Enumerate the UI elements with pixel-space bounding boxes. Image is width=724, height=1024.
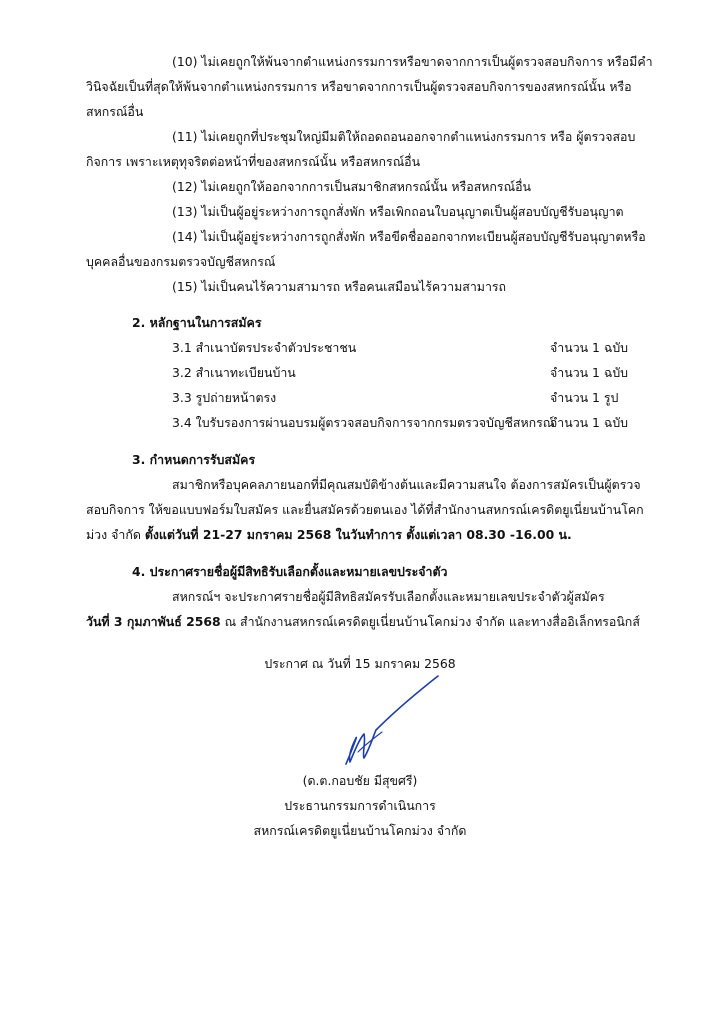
section-3-heading: 3. กำหนดการรับสมัคร	[132, 452, 256, 467]
evidence-item-amount: จำนวน 1 รูป	[550, 390, 619, 405]
section-3-line-3-text: ม่วง จำกัด	[86, 527, 145, 542]
announcement-date-line: ประกาศ ณ วันที่ 15 มกราคม 2568	[264, 656, 456, 671]
evidence-item-label: 3.2 สำเนาทะเบียนบ้าน	[172, 365, 296, 380]
evidence-item-label: 3.4 ใบรับรองการผ่านอบรมผู้ตรวจสอบกิจการจากกรมตรวจบัญชีสหกรณ์	[172, 415, 555, 430]
handwritten-signature	[330, 672, 450, 772]
signatory-name: (ด.ต.กอบชัย มีสุขศรี)	[302, 773, 418, 788]
section-2-heading: 2. หลักฐานในการสมัคร	[132, 315, 262, 330]
qualification-13: (13) ไม่เป็นผู้อยู่ระหว่างการถูกสั่งพัก หรือเพิกถอนใบอนุญาตเป็นผู้สอบบัญชีรับอนุญาต	[172, 204, 624, 219]
qualification-14-line-2: บุคคลอื่นของกรมตรวจบัญชีสหกรณ์	[86, 254, 276, 269]
evidence-item-amount: จำนวน 1 ฉบับ	[550, 365, 629, 380]
qualification-10-line-2: วินิจฉัยเป็นที่สุดให้พ้นจากตำแหน่งกรรมการ หรือขาดจากการเป็นผู้ตรวจสอบกิจการของสหกรณ์นั้น หรือ	[86, 79, 632, 94]
section-3-line-2: สอบกิจการ ให้ขอแบบฟอร์มใบสมัคร และยื่นสมัครด้วยตนเอง ได้ที่สำนักงานสหกรณ์เครดิตยูเนี่ยนบ้านโคก	[86, 502, 644, 517]
qualification-14-line-1: (14) ไม่เป็นผู้อยู่ระหว่างการถูกสั่งพัก หรือขีดชื่อออกจากทะเบียนผู้สอบบัญชีรับอนุญาตหรือ	[172, 229, 646, 244]
signatory-position: ประธานกรรมการดำเนินการ	[284, 798, 436, 813]
section-3-line-1: สมาชิกหรือบุคคลภายนอกที่มีคุณสมบัติข้างต้นและมีความสนใจ ต้องการสมัครเป็นผู้ตรวจ	[172, 477, 641, 492]
section-4-line-1: สหกรณ์ฯ จะประกาศรายชื่อผู้มีสิทธิสมัครรับเลือกตั้งและหมายเลขประจำตัวผู้สมัคร	[172, 589, 605, 604]
qualification-10-line-3: สหกรณ์อื่น	[86, 104, 144, 119]
qualification-10-line-1: (10) ไม่เคยถูกให้พ้นจากตำแหน่งกรรมการหรือขาดจากการเป็นผู้ตรวจสอบกิจการ หรือมีคำ	[172, 54, 653, 69]
announcement-date: วันที่ 3 กุมภาพันธ์ 2568	[86, 614, 221, 629]
section-4-heading: 4. ประกาศรายชื่อผู้มีสิทธิรับเลือกตั้งและหมายเลขประจำตัว	[132, 564, 448, 579]
evidence-item-label: 3.3 รูปถ่ายหน้าตรง	[172, 390, 277, 405]
section-4-line-2-text: ณ สำนักงานสหกรณ์เครดิตยูเนี่ยนบ้านโคกม่วง จำกัด และทางสื่ออิเล็กทรอนิกส์	[220, 614, 640, 629]
evidence-item-amount: จำนวน 1 ฉบับ	[550, 415, 629, 430]
evidence-item-amount: จำนวน 1 ฉบับ	[550, 340, 629, 355]
qualification-12: (12) ไม่เคยถูกให้ออกจากการเป็นสมาชิกสหกรณ์นั้น หรือสหกรณ์อื่น	[172, 179, 531, 194]
section-3-line-3	[86, 526, 572, 544]
qualification-15: (15) ไม่เป็นคนไร้ความสามารถ หรือคนเสมือนไร้ความสามารถ	[172, 279, 507, 294]
qualification-11-line-2: กิจการ เพราะเหตุทุจริตต่อหน้าที่ของสหกรณ์นั้น หรือสหกรณ์อื่น	[86, 154, 421, 169]
application-period: ตั้งแต่วันที่ 21-27 มกราคม 2568 ในวันทำการ ตั้งแต่เวลา 08.30 -16.00 น.	[144, 527, 572, 542]
evidence-item-label: 3.1 สำเนาบัตรประจำตัวประชาชน	[172, 340, 357, 355]
section-4-line-2	[86, 613, 640, 631]
signatory-organization: สหกรณ์เครดิตยูเนี่ยนบ้านโคกม่วง จำกัด	[253, 823, 467, 838]
qualification-11-line-1: (11) ไม่เคยถูกที่ประชุมใหญ่มีมติให้ถอดถอนออกจากตำแหน่งกรรมการ หรือ ผู้ตรวจสอบ	[172, 129, 636, 144]
